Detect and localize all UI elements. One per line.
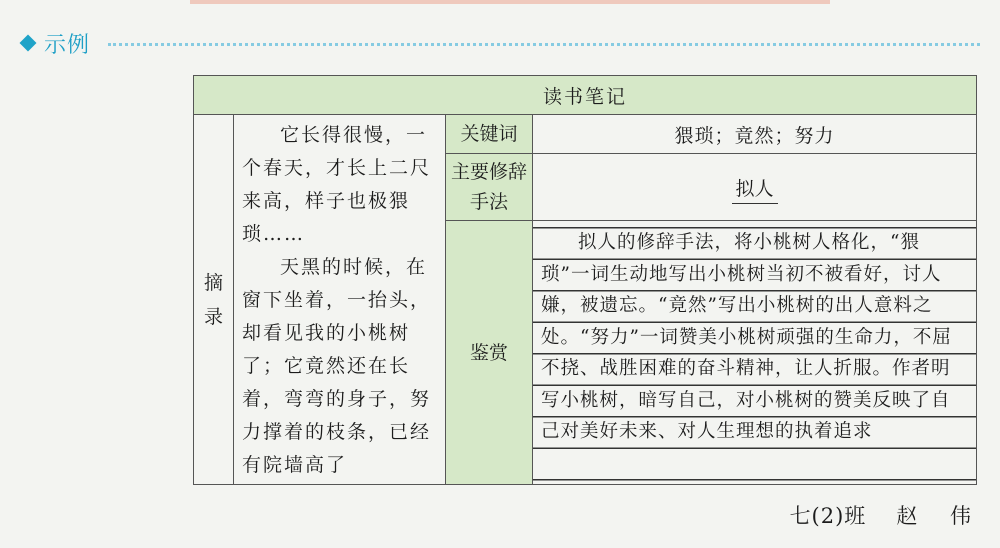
excerpt-cell [234, 115, 446, 485]
appreciation-label: 鉴赏 [446, 221, 533, 485]
diamond-icon [20, 35, 37, 52]
signature [790, 500, 972, 530]
rhetoric-label [446, 154, 533, 221]
reading-notes-table [193, 75, 977, 485]
keywords-value: 猥琐；竟然；努力 [533, 115, 977, 154]
dotted-divider [108, 43, 980, 46]
excerpt-paragraph-2: 天黑的时候，在窗下坐着，一抬头，却看见我的小桃树了；它竟然还在长着，弯弯的身子，努力撑着的枝条，已经有院墙高了 [242, 256, 432, 476]
rhetoric-value-cell [533, 154, 977, 221]
table-title: 读书笔记 [194, 76, 977, 115]
keywords-label: 关键词 [446, 115, 533, 154]
appreciation-text: 拟人的修辞手法，将小桃树人格化，“猥琐”一词生动地写出小桃树当初不被看好，讨人嫌，被遗忘。“竟然”写出小桃树的出人意料之处。“努力”一词赞美小桃树顽强的生命力，不屈不挠、战胜困难的奋斗精神，让人折服。作者明写小桃树，暗写自己，对小桃树的赞美反映了自己对美好未来、对人生理想的执着追求 [541, 232, 952, 442]
category-cell [194, 115, 234, 485]
appreciation-cell [533, 221, 977, 485]
category-label: 摘录 [204, 271, 224, 328]
section-title: 示例 [44, 32, 91, 58]
excerpt-paragraph-1: 它长得很慢，一个春天，才长上二尺来高，样子也极猥琐…… [242, 124, 432, 245]
table-title-row [194, 76, 977, 115]
table-row [194, 115, 977, 154]
signature-class: 七(2)班 [789, 504, 867, 528]
top-decor-strip [190, 0, 830, 4]
section-header [22, 28, 90, 58]
signature-name: 赵 伟 [896, 504, 972, 528]
rhetoric-label-text: 主要修辞手法 [451, 161, 528, 213]
rhetoric-value: 拟人 [732, 178, 778, 204]
